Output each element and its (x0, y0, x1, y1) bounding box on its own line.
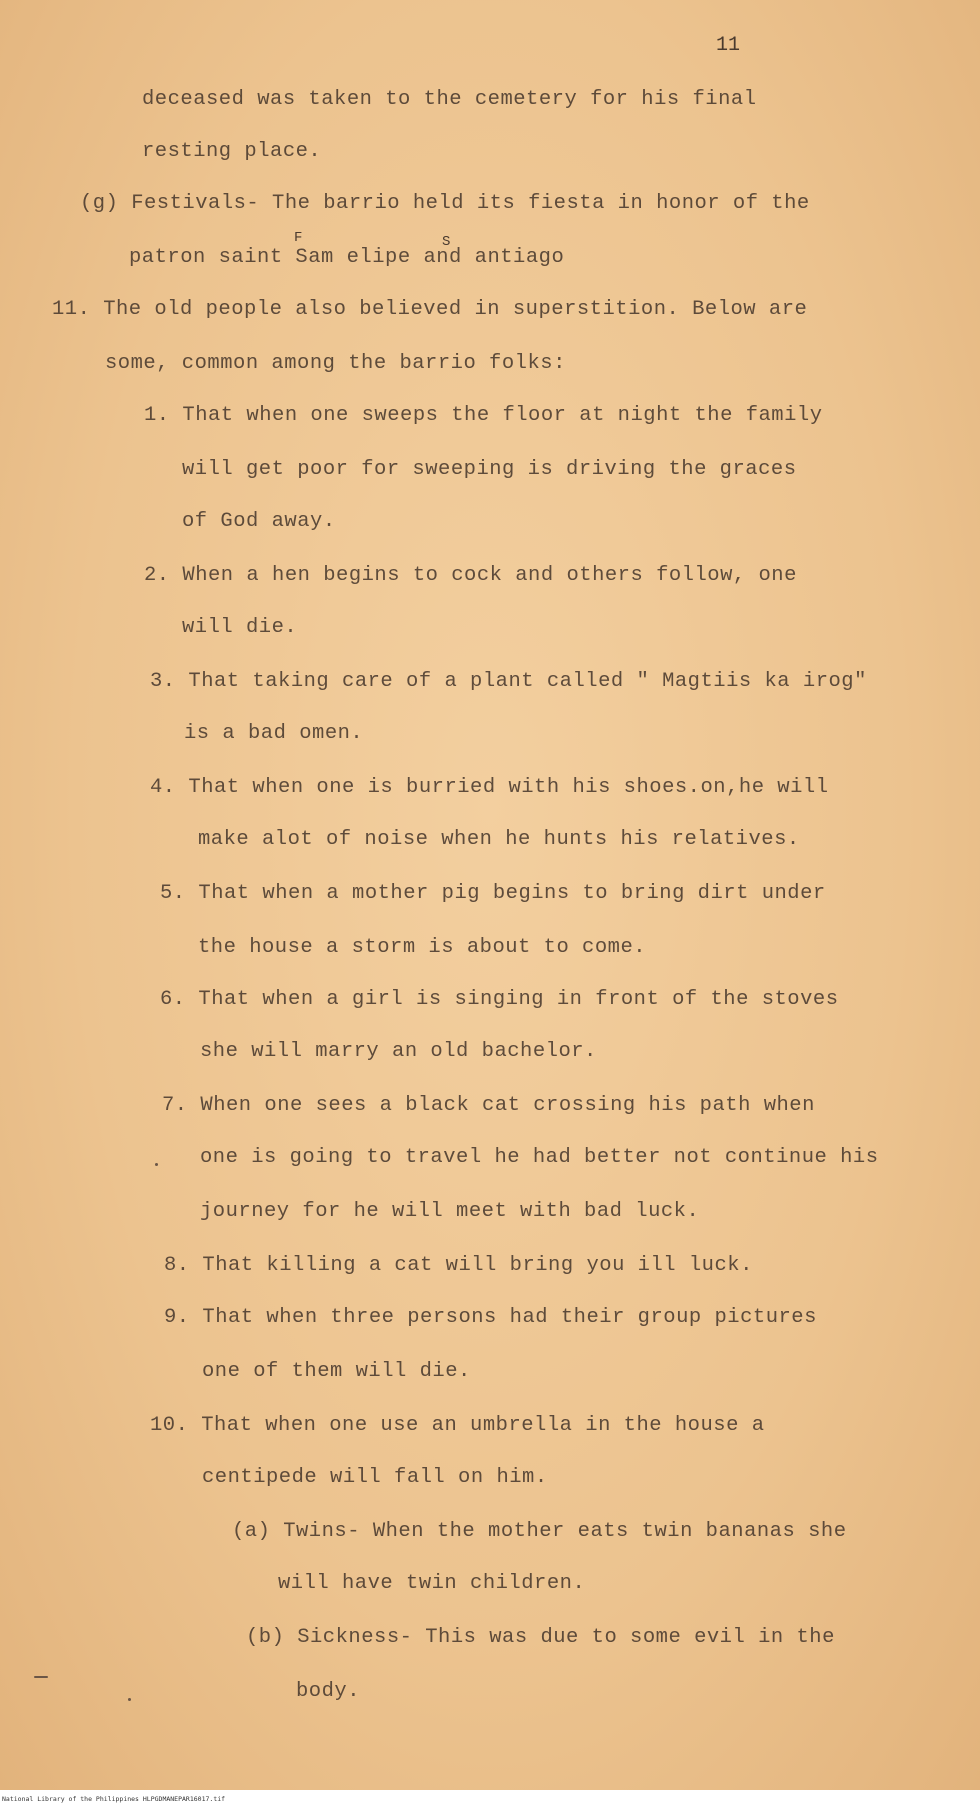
text-line: 2. When a hen begins to cock and others follow, one (144, 564, 797, 587)
text-line: will get poor for sweeping is driving the graces (182, 458, 797, 481)
page-number: 11 (716, 34, 741, 57)
text-line: one of them will die. (202, 1360, 471, 1383)
text-line: make alot of noise when he hunts his relatives. (198, 828, 800, 851)
text-line: of God away. (182, 510, 336, 533)
text-line: body. (296, 1680, 361, 1703)
text-line: 4. That when one is burried with his shoes.on,he will (150, 776, 829, 799)
text-line: some, common among the barrio folks: (105, 352, 566, 375)
text-line: centipede will fall on him. (202, 1466, 548, 1489)
ink-mark (34, 1676, 48, 1678)
ink-speck (128, 1698, 131, 1701)
text-line: (g) Festivals- The barrio held its fiesta in honor of the (80, 192, 810, 215)
ink-speck (155, 1163, 158, 1166)
text-line: one is going to travel he had better not continue his (200, 1146, 879, 1169)
text-line: (b) Sickness- This was due to some evil in the (246, 1626, 835, 1649)
text-line: 8. That killing a cat will bring you ill luck. (164, 1254, 753, 1277)
text-line: is a bad omen. (184, 722, 364, 745)
text-line: deceased was taken to the cemetery for his final (142, 88, 757, 111)
text-line: will die. (182, 616, 298, 639)
text-line: 1. That when one sweeps the floor at night the family (144, 404, 823, 427)
text-line: 10. That when one use an umbrella in the house a (150, 1414, 765, 1437)
text-line: journey for he will meet with bad luck. (200, 1200, 700, 1223)
text-line: (a) Twins- When the mother eats twin bananas she (232, 1520, 847, 1543)
text-line: 9. That when three persons had their group pictures (164, 1306, 817, 1329)
scan-footer: National Library of the Philippines HLPGDMANEPAR16017.tif (0, 1790, 980, 1808)
text-line: 5. That when a mother pig begins to bring dirt under (160, 882, 826, 905)
text-line: resting place. (142, 140, 322, 163)
text-line: the house a storm is about to come. (198, 936, 647, 959)
superscript-letter: S (442, 234, 451, 250)
text-line: will have twin children. (278, 1572, 586, 1595)
text-line: patron saint Sam elipe and antiago (129, 246, 565, 269)
text-line: 6. That when a girl is singing in front of the stoves (160, 988, 839, 1011)
superscript-letter: F (294, 230, 303, 246)
text-line: she will marry an old bachelor. (200, 1040, 597, 1063)
text-line: 11. The old people also believed in superstition. Below are (52, 298, 808, 321)
text-line: 7. When one sees a black cat crossing his path when (162, 1094, 815, 1117)
text-line: 3. That taking care of a plant called " Magtiis ka irog" (150, 670, 867, 693)
